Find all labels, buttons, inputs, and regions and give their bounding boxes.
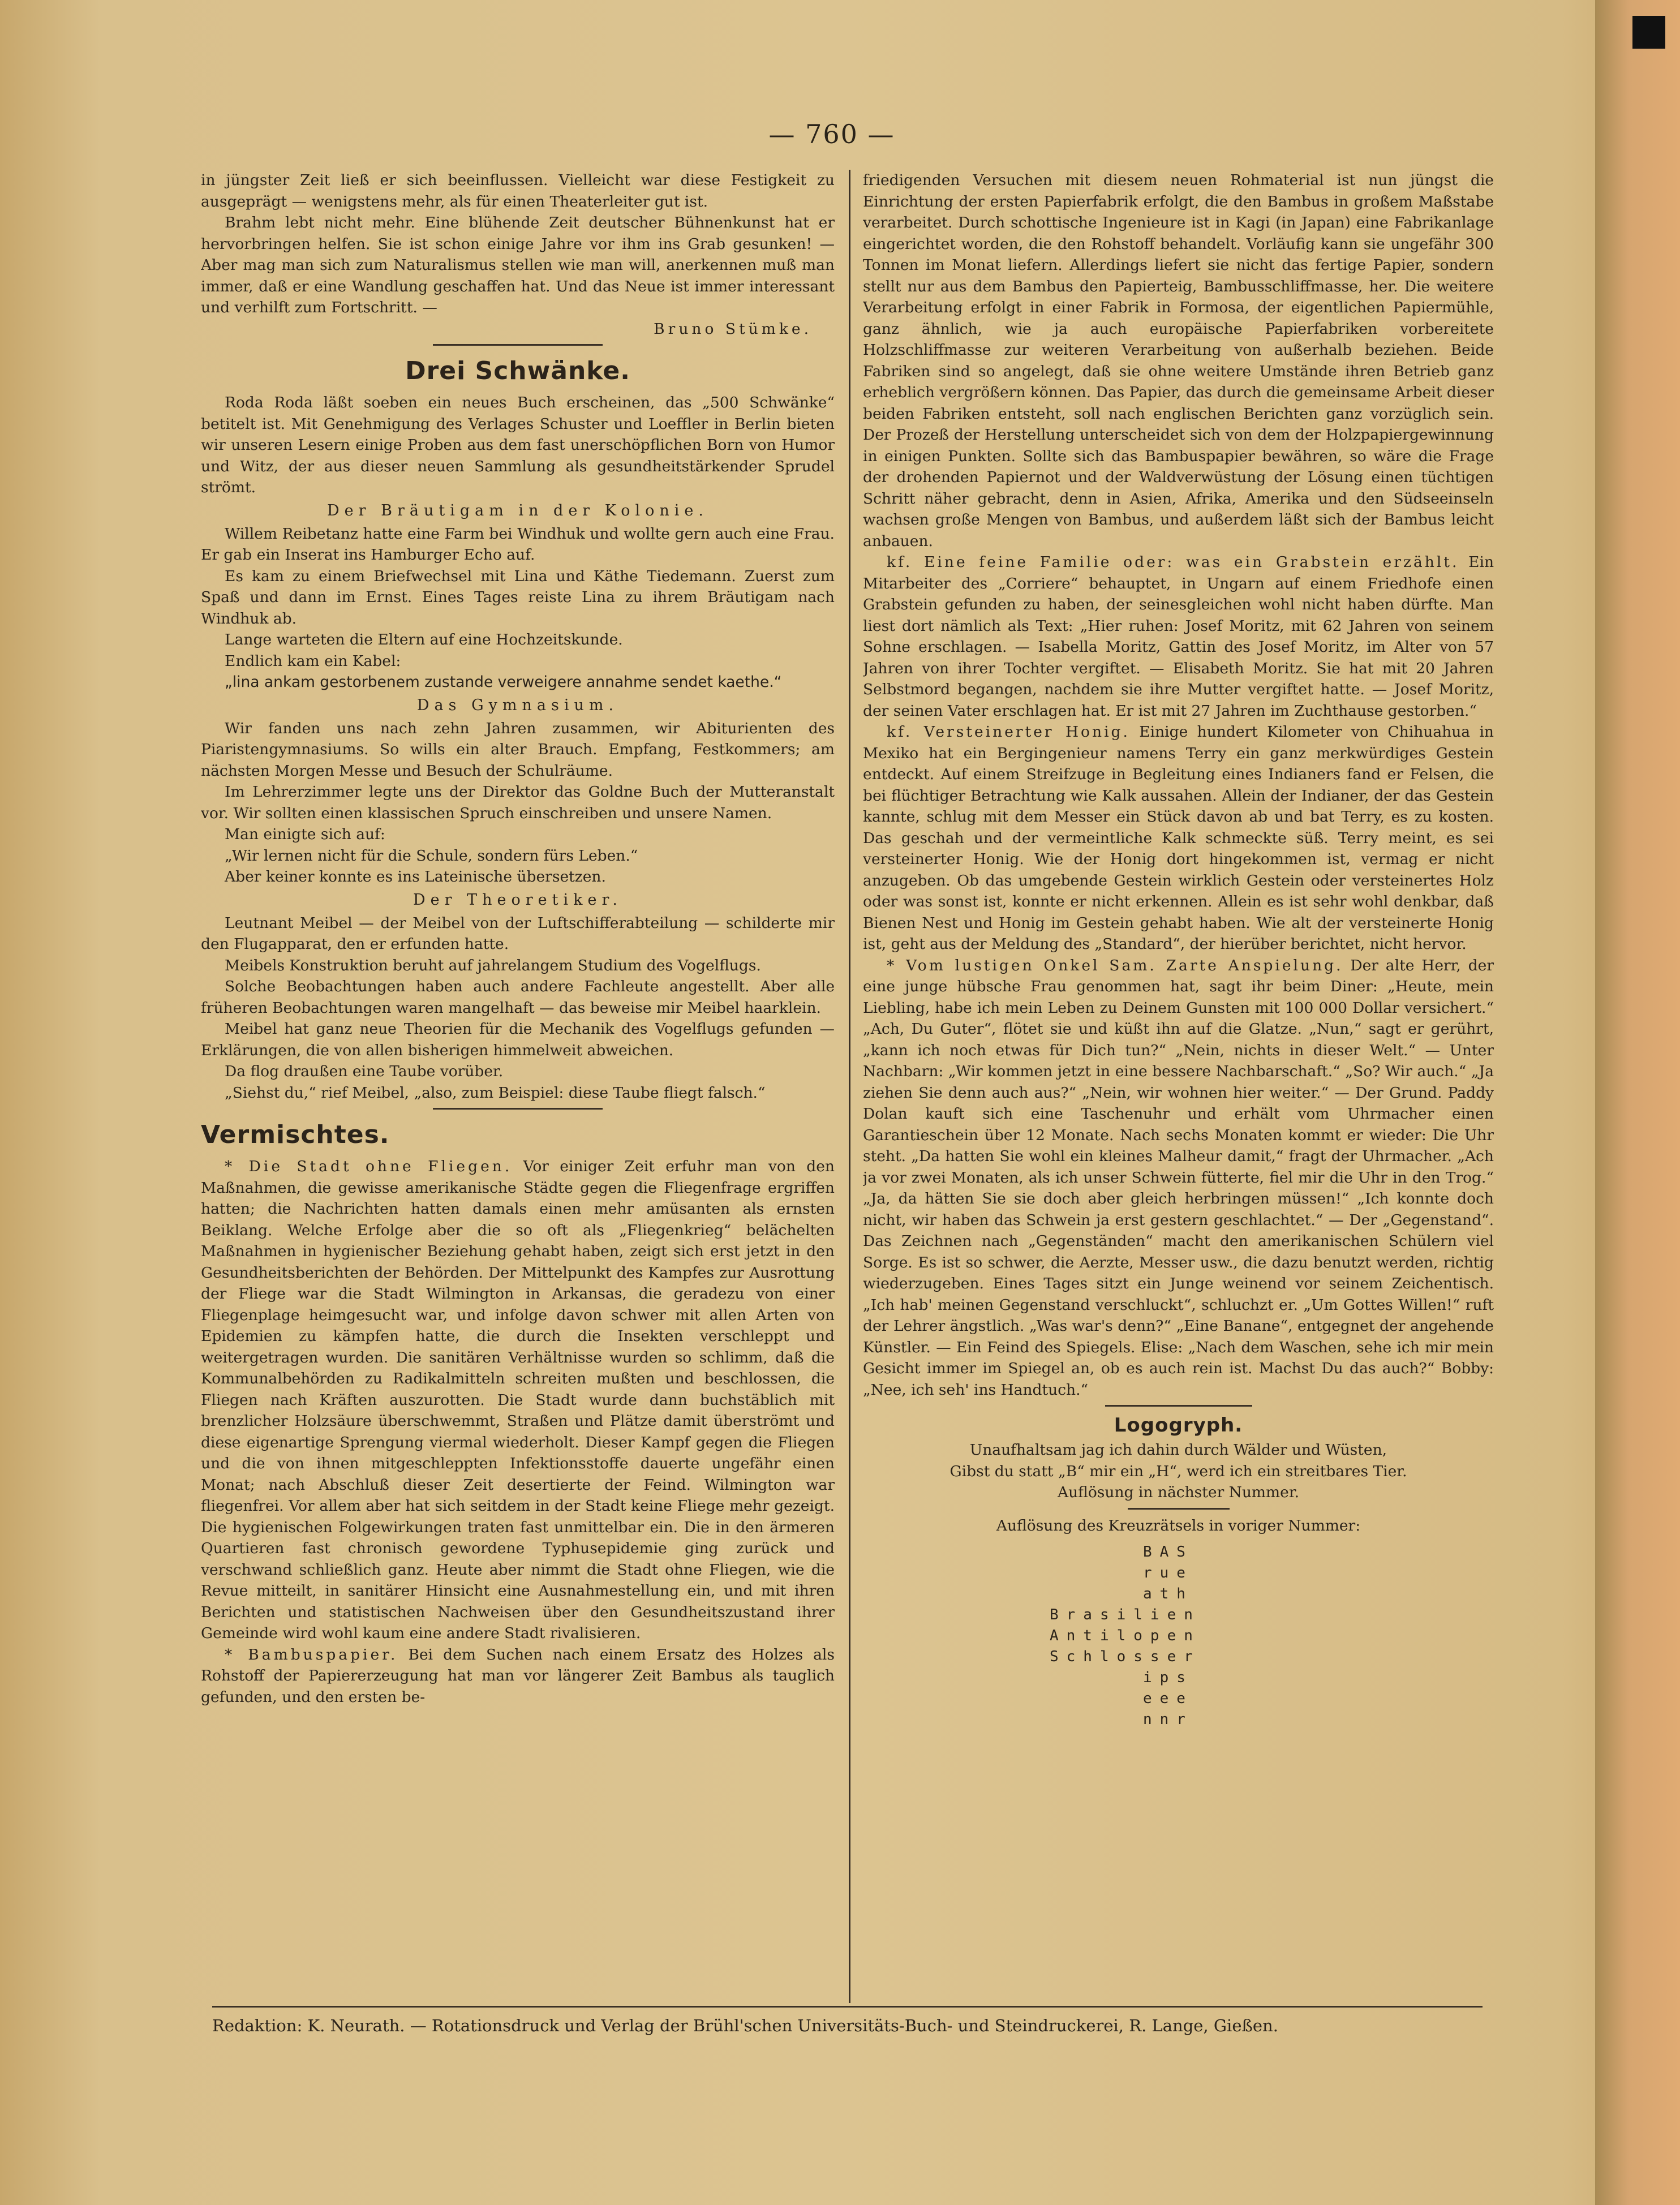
story-paragraph: Wir fanden uns nach zehn Jahren zusammen, wir Abiturienten des Piaristengymnasiums. So wills ein alter Brauch. Empfang, Festkommers; am nächsten Morgen Messe und Besuch der Schulräume. [201,719,835,780]
story-paragraph: Aber keiner konnte es ins Lateinische übersetzen. [225,868,606,886]
solution-title: Auflösung des Kreuzrätsels in voriger Nummer: [996,1516,1361,1535]
imprint-footer: Redaktion: K. Neurath. — Rotationsdruck und Verlag der Brühl'schen Universitäts-Buch- und Steindruckerei, R. Lange, Gießen. [212,2016,1278,2035]
continuation-paragraph: in jüngster Zeit ließ er sich beeinflussen. Vielleicht war diese Festigkeit zu ausgeprägt — wenigstens mehr, als für einen Theaterleiter gut ist. [201,171,835,210]
intro-paragraph: Roda Roda läßt soeben ein neues Buch erscheinen, das „500 Schwänke“ betitelt ist. Mit Genehmigung des Verlages Schuster und Loeffler in Berlin bieten wir unseren Lesern einige Proben aus dem fast unerschöpflichen Born von Humor und Witz, der aus dieser neuen Sammlung als gesundheitstärkender Sprudel strömt. [201,394,835,496]
crossword-solution-grid [863,1542,1494,1730]
crossword-row-text: eee [1143,1690,1193,1707]
crossword-row [863,1605,1494,1626]
news-item-body: Bei dem Suchen nach einem Ersatz des Holzes als Rohstoff der Papiererzeugung hat man vor längerer Zeit Bambus als tauglich gefunden, und den ersten be- [201,1645,835,1706]
story-paragraph: Willem Reibetanz hatte eine Farm bei Windhuk und wollte gern auch eine Frau. Er gab ein Inserat ins Hamburger Echo auf. [201,525,835,564]
riddle-line: Unaufhaltsam jag ich dahin durch Wälder und Wüsten, [969,1441,1387,1459]
section-rule [1128,1508,1230,1510]
news-item-lead: * Vom lustigen Onkel Sam. Zarte Anspielung. [887,956,1343,974]
crossword-row-text: nnr [1143,1711,1193,1728]
continuation-paragraph: Brahm lebt nicht mehr. Eine blühende Zeit deutscher Bühnenkunst hat er hervorbringen helfen. Sie ist schon einige Jahre vor ihm ins Grab gesunken! — Aber mag man sich zum Naturalismus stellen wie man will, anerkennen muß man immer, daß er eine Wandlung geschaffen hat. Und das Neue ist immer interessant und verhilft zum Fortschritt. — [201,214,835,316]
story-paragraph: Da flog draußen eine Taube vorüber. [225,1063,504,1080]
riddle-line: Gibst du statt „B“ mir ein „H“, werd ich ein streitbares Tier. [949,1462,1407,1480]
news-item [863,721,1494,955]
right-column [863,170,1494,2014]
news-item [863,955,1494,1401]
crossword-row-text: Brasilien [1050,1606,1201,1623]
crossword-row [863,1584,1494,1605]
news-item-body: Der alte Herr, der eine junge hübsche Frau genommen hat, sagt ihr beim Diner: „Heute, mein Liebling, habe ich mein Leben zu Deinem Gunsten mit 100 000 Dollar versichert.“ „Ach, Du Guter“, flötet sie und küßt ihn auf die Glatze. „Nun,“ sagt er gerührt, „kann ich noch etwas für Dich tun?“ „Nein, nichts in dieser Welt.“ — Unter Nachbarn: „Wir kommen jetzt in eine bessere Nachbarschaft.“ „So? Wir auch.“ „Ja ziehen Sie denn auch aus?“ „Nein, wir wohnen hier weiter.“ — Der Grund. Paddy Dolan kauft sich eine Taschenuhr und erhält vom Uhrmacher einen Garantieschein über 12 Monate. Nach sechs Monaten kommt er wieder: Die Uhr steht. „Da hatten Sie wohl ein kleines Malheur damit,“ fragt der Uhrmacher. „Ach ja vor zwei Monaten, als ich unser Schwein fütterte, fiel mir die Uhr in den Trog.“ „Ja, da hätten Sie sie doch aber gleich herbringen müssen!“ „Ich konnte doch nicht, wir haben das Schwein ja erst gestern geschlachtet.“ — Der „Gegenstand“. Das Zeichnen nach „Gegenständen“ macht den amerikanischen Schülern viel Sorge. Es ist so schwer, die Aerzte, Messer usw., die dazu benutzt werden, richtig wiederzugeben. Eines Tages sitzt ein Junge weinend vor seinem Zeichentisch. „Ich hab' meinen Gegenstand verschluckt“, schluchzt er. „Um Gottes Willen!“ ruft der Lehrer ängstlich. „Was war's denn?“ „Eine Banane“, entgegnet der angehende Künstler. — Ein Feind des Spiegels. Elise: „Nach dem Waschen, sehe ich mir mein Gesicht immer im Spiegel an, ob es auch rein ist. Machst Du das auch?“ Bobby: „Nee, ich seh' ins Handtuch.“ [863,956,1494,1399]
crossword-row [863,1542,1494,1563]
story-paragraph: „Siehst du,“ rief Meibel, „also, zum Beispiel: diese Taube fliegt falsch.“ [225,1084,766,1102]
page-number: — 760 — [768,119,895,149]
footer-rule [212,2006,1483,2008]
story-title: Der Bräutigam in der Kolonie. [327,501,708,519]
crossword-row [863,1709,1494,1730]
news-item-body: Vor einiger Zeit erfuhr man von den Maßnahmen, die gewisse amerikanische Städte gegen die Fliegenfrage ergriffen hatten; die Nachrichten hatten damals einen mehr amüsanten als ernsten Beiklang. Welche Erfolge aber die so oft als „Fliegenkrieg“ belächelten Maßnahmen in hygienischer Beziehung gehabt haben, zeigt sich erst jetzt in den Gesundheitsberichten der Behörden. Der Mittelpunkt des Kampfes zur Ausrottung der Fliege war die Stadt Wilmington in Arkansas, die geradezu von einer Fliegenplage heimgesucht war, und infolge davon schwer mit allen Arten von Epidemien zu kämpfen hatte, die durch die Insekten verschleppt und weitergetragen wurden. Die sanitären Verhältnisse wurden so schlimm, daß die Kommunalbehörden zu Radikalmitteln schreiten mußten und beschlossen, die Fliegen nach Kräften auszurotten. Die Stadt wurde dann buchstäblich mit brenzlicher Holzsäure überschwemmt, Straßen und Plätze damit überströmt und diese eigenartige Sprengung viermal wiederholt. Dieser Kampf gegen die Fliegen und die von ihnen mitgeschleppten Infektionsstoffe dauerte ungefähr einen Monat; nach Abschluß dieser Zeit desertierte der Feind. Wilmington war fliegenfrei. Vor allem aber hat sich seitdem in der Stadt keine Fliege mehr gezeigt. Die hygienischen Folgewirkungen traten fast unmittelbar ein. Die in den ärmeren Quartieren fast chronisch gewordene Typhusepidemie ging zurück und verschwand schließlich ganz. Heute aber nimmt die Stadt ohne Fliegen, wie die Revue mitteilt, in sanitärer Hinsicht eine Ausnahmestellung ein, und mit ihren Berichten und statistischen Nachweisen über den Gesundheitszustand ihrer Gemeinde wird wohl kaum eine andere Stadt rivalisieren. [201,1158,835,1642]
story-paragraph: „Wir lernen nicht für die Schule, sondern fürs Leben.“ [225,846,638,865]
story-paragraph: Meibels Konstruktion beruht auf jahrelangem Studium des Vogelflugs. [225,956,761,974]
crossword-row-text: Schlosser [1050,1648,1201,1665]
news-item-lead: kf. Versteinerter Honig. [887,723,1130,741]
riddle-line: Auflösung in nächster Nummer. [1057,1484,1300,1501]
news-item-lead: kf. Eine feine Familie oder: was ein Grabstein erzählt. [887,553,1459,571]
crossword-row [863,1667,1494,1688]
story-paragraph: Lange warteten die Eltern auf eine Hochzeitskunde. [225,631,623,648]
section-heading-drei-schwaenke: Drei Schwänke. [405,356,630,385]
story-paragraph: Im Lehrerzimmer legte uns der Direktor das Goldne Buch der Mutteranstalt vor. Wir sollten einen klassischen Spruch einschreiben und unsere Namen. [201,783,835,822]
section-rule [433,1108,603,1110]
crossword-row [863,1688,1494,1709]
left-column [201,170,835,2014]
crossword-row [863,1563,1494,1584]
adjacent-page-edge [1595,0,1680,2205]
crossword-row [863,1626,1494,1647]
news-item-body: Ein Mitarbeiter des „Corriere“ behauptet, in Ungarn auf einem Friedhofe einen Grabstein gefunden zu haben, der seinesgleichen wohl nicht haben dürfte. Man liest dort nämlich als Text: „Hier ruhen: Josef Moritz, mit 62 Jahren von seinem Sohne erschlagen. — Isabella Moritz, Gattin des Josef Moritz, im Alter von 57 Jahren von ihrer Tochter vergiftet. — Elisabeth Moritz. Sie hat mit 20 Jahren Selbstmord begangen, nachdem sie ihre Mutter vergiftet hatte. — Josef Moritz, der seinen Vater erschlagen hat. Er ist mit 27 Jahren im Zuchthause gestorben.“ [863,553,1494,720]
story-paragraph: Meibel hat ganz neue Theorien für die Mechanik des Vogelflugs gefunden — Erklärungen, die von allen bisherigen himmelweit abweichen. [201,1020,835,1059]
scan-corner-mark [1632,16,1665,49]
news-item [863,552,1494,721]
story-title: Das Gymnasium. [416,696,619,714]
crossword-row [863,1647,1494,1667]
story-paragraph: Es kam zu einem Briefwechsel mit Lina und Käthe Tiedemann. Zuerst zum Spaß und dann im Ernst. Eines Tages reiste Lina zu ihrem Bräutigam nach Windhuk ab. [201,567,835,627]
crossword-row-text: Antilopen [1050,1627,1201,1644]
column-divider [849,170,850,2003]
news-item-continuation: friedigenden Versuchen mit diesem neuen Rohmaterial ist nun jüngst die Einrichtung der ersten Papierfabrik erfolgt, die den Bambus in großem Maßstabe verarbeitet. Durch schottische Ingenieure ist in Kagi (in Japan) eine Fabrikanlage eingerichtet worden, die den Rohstoff behandelt. Vorläufig kann sie ungefähr 300 Tonnen im Monat liefern. Allerdings liefert sie nicht das fertige Papier, sondern stellt nur aus dem Bambus den Papierteig, Bambusschliffmasse, her. Die weitere Verarbeitung erfolgt in einer Fabrik in Formosa, der eigentlichen Papiermühle, ganz ähnlich, wie ja auch europäische Papierfabriken vorbereitete Holzschliffmasse zur weiteren Verarbeitung von außerhalb beziehen. Beide Fabriken sind so angelegt, daß sie ohne weitere Umstände ihren Betrieb ganz erheblich vergrößern können. Das Papier, das durch die gemeinsame Arbeit dieser beiden Fabriken entsteht, soll nach englischen Berichten ganz vorzüglich sein. Der Prozeß der Herstellung unterscheidet sich von dem der Holzpapiergewinnung in einigen Punkten. Sollte sich das Bambuspapier bewähren, so wäre die Frage der drohenden Papiernot und der Waldverwüstung der Lösung einen tüchtigen Schritt näher gebracht, denn in Asien, Afrika, Amerika und den Südseeinseln wachsen große Mengen von Bambus, und außerdem läßt sich der Bambus leicht anbauen. [863,171,1494,550]
crossword-row-text: ips [1143,1669,1193,1686]
crossword-row-text: ath [1143,1585,1193,1602]
news-item-lead: * Bambuspapier. [225,1645,398,1664]
story-title: Der Theoretiker. [413,891,622,909]
section-rule [1105,1405,1252,1407]
news-item [201,1644,835,1708]
story-paragraph: Endlich kam ein Kabel: [225,652,401,670]
section-heading-vermischtes: Vermischtes. [201,1120,390,1149]
news-item [201,1156,835,1644]
telegram-text: „lina ankam gestorbenem zustande verweigere annahme sendet kaethe.“ [225,673,782,691]
story-paragraph: Leutnant Meibel — der Meibel von der Luftschifferabteilung — schilderte mir den Flugapparat, den er erfunden hatte. [201,914,835,953]
section-heading-logogryph: Logogryph. [1114,1414,1243,1437]
section-rule [433,344,603,346]
story-paragraph: Solche Beobachtungen haben auch andere Fachleute angestellt. Aber alle früheren Beobachtungen waren mangelhaft — das beweise mir Meibel haarklein. [201,978,835,1017]
crossword-row-text: rue [1143,1564,1193,1581]
news-item-lead: * Die Stadt ohne Fliegen. [225,1158,513,1175]
news-item-body: Einige hundert Kilometer von Chihuahua in Mexiko hat ein Bergingenieur namens Terry ein ganz merkwürdiges Gestein entdeckt. Auf einem Streifzuge in Begleitung eines Indianers fand er Felsen, die bei flüchtiger Betrachtung wie Kalk aussahen. Allein der Indianer, der das Gestein kannte, schlug mit dem Messer ein Stück davon ab und bat Terry, es zu kosten. Das geschah und der vermeintliche Kalk schmeckte süß. Terry meint, es sei versteinerter Honig. Wie der Honig dort hingekommen ist, vermag er nicht anzugeben. Ob das umgebende Gestein wirklich Gestein oder versteinertes Holz oder was sonst ist, konnte er nicht erkennen. Allein es ist sehr wohl denkbar, daß Bienen Nest und Honig im Gestein gehabt haben. Wie alt der versteinerte Honig ist, geht aus der Meldung des „Standard“, der hierüber berichtet, nicht hervor. [863,723,1494,953]
author-signature: Bruno Stümke. [654,320,812,338]
story-paragraph: Man einigte sich auf: [225,826,385,843]
crossword-row-text: BAS [1143,1544,1193,1561]
